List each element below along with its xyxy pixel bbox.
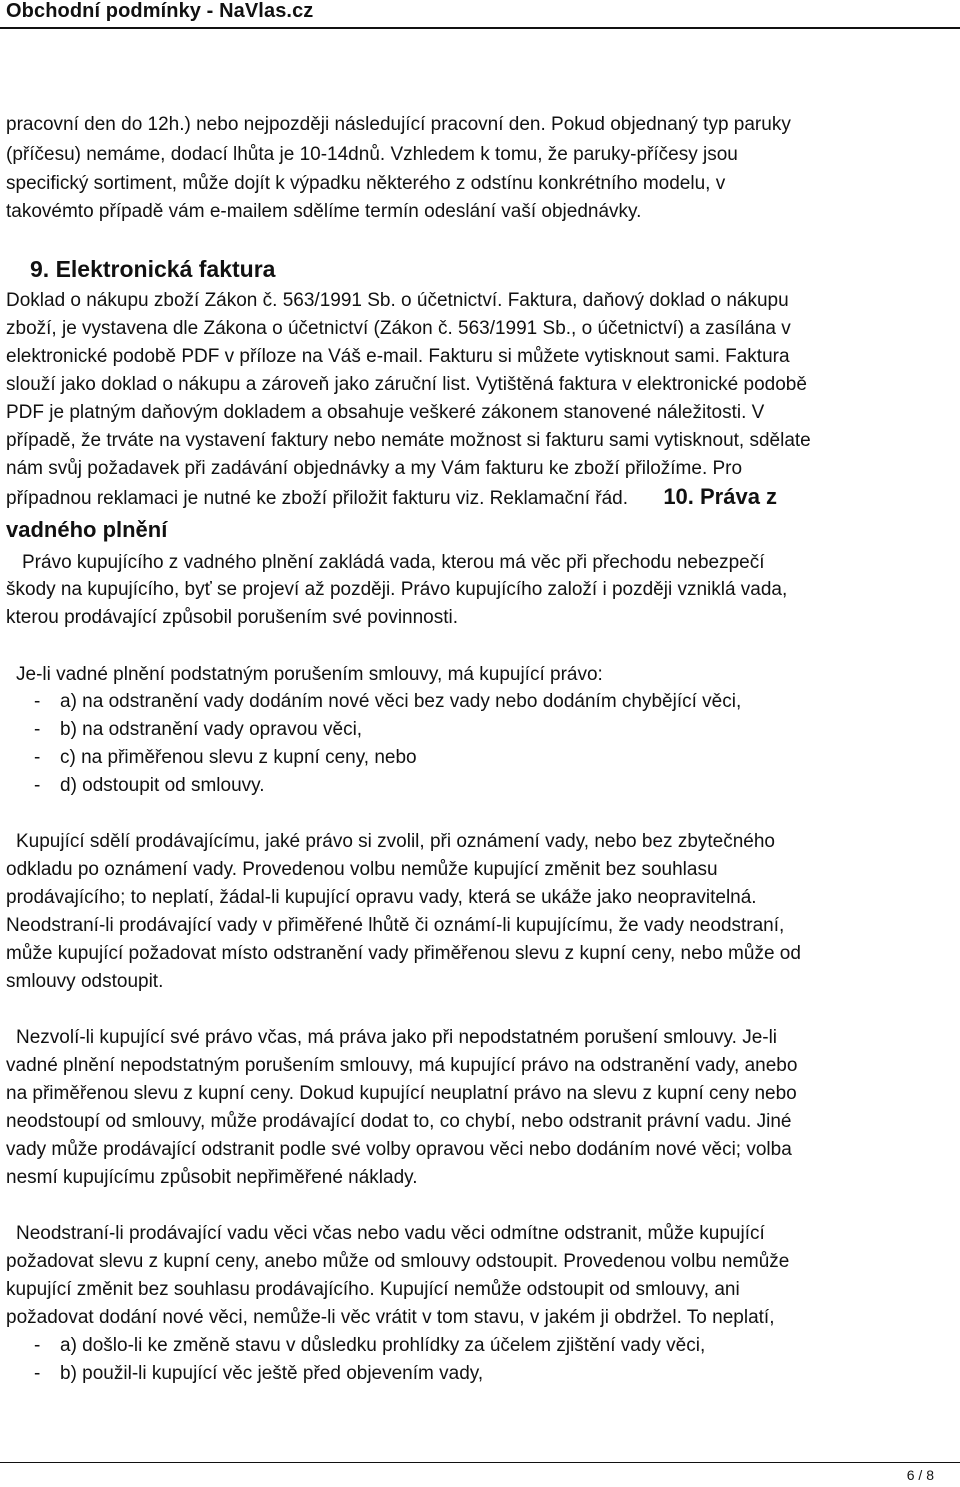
header-divider xyxy=(0,27,960,29)
section-9-line: PDF je platným daňovým dokladem a obsahuje veškeré zákonem stanovené náležitosti. V xyxy=(6,402,765,423)
list-item-text: c) na přiměřenou slevu z kupní ceny, nebo xyxy=(60,747,417,768)
section-9-line: Doklad o nákupu zboží Zákon č. 563/1991 Sb. o účetnictví. Faktura, daňový doklad o nákupu xyxy=(6,290,789,311)
section-10-para5-line: požadovat slevu z kupní ceny, anebo může od smlouvy odstoupit. Provedenou volbu nemůže xyxy=(6,1251,790,1272)
section-9-heading: 9. Elektronická faktura xyxy=(30,256,276,282)
section-9-line: elektronické podobě PDF v příloze na Váš e-mail. Fakturu si můžete vytisknout sami. Faktura xyxy=(6,346,790,367)
section-10-para3-line: může kupující požadovat místo odstranění vady přiměřenou slevu z kupní ceny, nebo může od xyxy=(6,943,801,964)
section-10-heading-end: vadného plnění xyxy=(6,517,168,542)
list-item-text: b) na odstranění vady opravou věci, xyxy=(60,719,363,740)
section-10-para4-line xyxy=(6,1024,956,1052)
para5-text: Neodstraní-li prodávající vadu věci včas nebo vadu věci odmítne odstranit, může kupující xyxy=(16,1223,765,1244)
section-10-para5-line: požadovat dodání nové věci, nemůže-li věc vrátit v tom stavu, v jakém ji obdržel. To neplatí, xyxy=(6,1307,775,1328)
list-item xyxy=(34,1360,483,1388)
section-10-heading-start: 10. Práva z xyxy=(663,484,778,509)
list-dash: - xyxy=(34,1335,41,1356)
page-header-title: Obchodní podmínky - NaVlas.cz xyxy=(6,0,314,22)
footer-divider xyxy=(0,1462,960,1463)
section-10-para3-line: odkladu po oznámení vady. Provedenou volbu nemůže kupující změnit bez souhlasu xyxy=(6,859,718,880)
list-item-text: d) odstoupit od smlouvy. xyxy=(60,775,265,796)
section-10-para1-line: škody na kupujícího, byť se projeví až později. Právo kupujícího založí i později vzniklá vada, xyxy=(6,579,788,600)
intro-line: pracovní den do 12h.) nebo nejpozději následující pracovní den. Pokud objednaný typ paruky xyxy=(6,114,791,135)
section-10-para4-line: neodstoupí od smlouvy, může prodávající dodat to, co chybí, nebo odstranit právní vadu. Jiné xyxy=(6,1111,792,1132)
section-10-para3-line: Neodstraní-li prodávající vady v přiměřené lhůtě či oznámí-li kupujícímu, že vady neodstraní, xyxy=(6,915,785,936)
section-10-para1-line: kterou prodávající způsobil porušením své povinnosti. xyxy=(6,607,459,628)
list-item-text: b) použil-li kupující věc ještě před objevením vady, xyxy=(60,1363,484,1384)
section-9-line: zboží, je vystavena dle Zákona o účetnictví (Zákon č. 563/1991 Sb., o účetnictví) a zasílána v xyxy=(6,318,791,339)
intro-line: specifický sortiment, může dojít k výpadku některého z odstínu konkrétního modelu, v xyxy=(6,173,726,194)
section-9-last-line xyxy=(6,483,956,513)
list-item-text: a) došlo-li ke změně stavu v důsledku prohlídky za účelem zjištění vady věci, xyxy=(60,1335,706,1356)
list-item-text: a) na odstranění vady dodáním nové věci bez vady nebo dodáním chybějící věci, xyxy=(60,691,742,712)
section-9-line: případě, že trváte na vystavení faktury nebo nemáte možnost si fakturu sami vytisknout, sdělate xyxy=(6,430,811,451)
section-10-para3-line: prodávajícího; to neplatí, žádal-li kupující opravu vady, která se ukáže jako neopravitelná. xyxy=(6,887,757,908)
intro-line: (příčesu) nemáme, dodací lhůta je 10-14dnů. Vzhledem k tomu, že paruky-příčesy jsou xyxy=(6,144,738,165)
para2-intro-text: Je-li vadné plnění podstatným porušením smlouvy, má kupující právo: xyxy=(16,664,603,685)
section-9-line: nám svůj požadavek při zadávání objednávky a my Vám fakturu ke zboží přiložíme. Pro xyxy=(6,458,743,479)
intro-line: takovémto případě vám e-mailem sdělíme termín odeslání vaší objednávky. xyxy=(6,201,642,222)
list-dash: - xyxy=(34,775,41,796)
list-dash: - xyxy=(34,747,41,768)
section-10-para2-intro xyxy=(6,661,956,689)
section-9-line: slouží jako doklad o nákupu a zároveň jako záruční list. Vytištěná faktura v elektronické podobě xyxy=(6,374,807,395)
list-dash: - xyxy=(34,719,41,740)
section-10-para3-line xyxy=(6,828,956,856)
section-10-para5-line: kupující změnit bez souhlasu prodávajícího. Kupující nemůže odstoupit od smlouvy, ani xyxy=(6,1279,740,1300)
section-10-para4-line: nesmí kupujícímu způsobit nepřiměřené náklady. xyxy=(6,1167,418,1188)
section-10-para5-line xyxy=(6,1220,956,1248)
section-9-last-text: případnou reklamaci je nutné ke zboží přiložit fakturu viz. Reklamační řád. xyxy=(6,488,629,509)
list-dash: - xyxy=(34,691,41,712)
para4-text: Nezvolí-li kupující své právo včas, má práva jako při nepodstatném porušení smlouvy. Je-li xyxy=(16,1027,778,1048)
section-10-para1-line xyxy=(6,549,956,577)
page-number: 6 / 8 xyxy=(906,1467,934,1483)
list-item xyxy=(34,1332,705,1360)
list-item xyxy=(34,688,741,716)
list-dash: - xyxy=(34,1363,41,1384)
section-10-para4-line: vady může prodávající odstranit podle své volby opravou věci nebo dodáním nové věci; volba xyxy=(6,1139,792,1160)
section-10-para4-line: na přiměřenou slevu z kupní ceny. Dokud kupující neuplatní právo na slevu z kupní ceny nebo xyxy=(6,1083,797,1104)
list-item xyxy=(34,772,265,800)
para3-text: Kupující sdělí prodávajícímu, jaké právo si zvolil, při oznámení vady, nebo bez zbytečného xyxy=(16,831,775,852)
list-item xyxy=(34,744,417,772)
section-10-para3-line: smlouvy odstoupit. xyxy=(6,971,164,992)
list-item xyxy=(34,716,362,744)
section-10-para4-line: vadné plnění nepodstatným porušením smlouvy, má kupující právo na odstranění vady, anebo xyxy=(6,1055,798,1076)
para1-text: Právo kupujícího z vadného plnění zakládá vada, kterou má věc při přechodu nebezpečí xyxy=(22,552,765,573)
